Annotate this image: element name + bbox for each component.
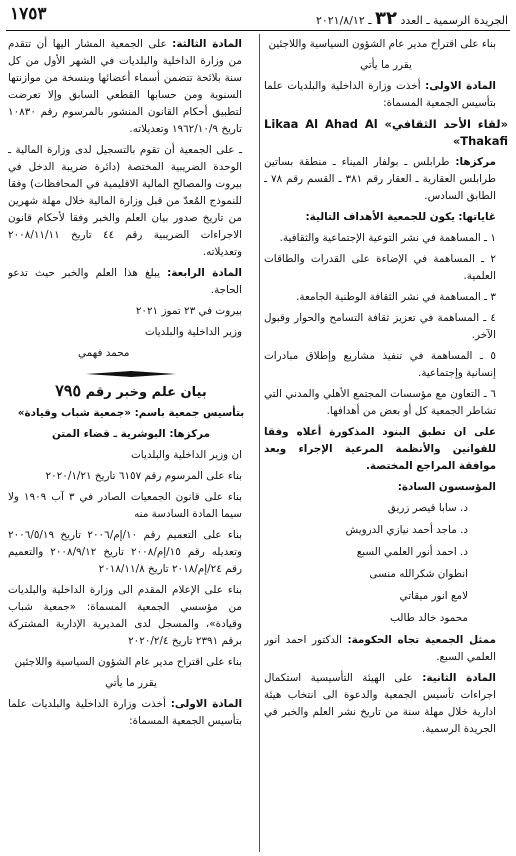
- founder-name: د. احمد أنور العلمي السبع: [356, 546, 468, 558]
- notice-title: [8, 382, 254, 401]
- issue-number: ٣٢: [374, 8, 397, 29]
- article-3-label: المادة الثالثة:: [172, 38, 242, 50]
- notice-number: ٧٩٥: [55, 381, 82, 400]
- goals-label: غاياتها:: [458, 211, 496, 223]
- proposal-text: بناء على اقتراح مدير عام الشؤون السياسية واللاجئين: [268, 38, 496, 50]
- section-separator: [8, 366, 254, 376]
- gazette-title: [316, 8, 508, 29]
- article-1-label: المادة الاولى:: [425, 80, 496, 92]
- issue-date: ـ ٢٠٢١/٨/١٢: [315, 14, 372, 27]
- rep-text: الدكتور احمد انور العلمي السبع.: [264, 634, 496, 663]
- goal-item: ٣ ـ المساهمة في نشر الثقافة الوطنية الجامعة.: [296, 291, 496, 303]
- association-name: «لقاء الأحد الثقافي» Likaa Al Ahad Al Thakafi»: [264, 117, 508, 148]
- page-header: [6, 2, 510, 28]
- goal-item: ٤ ـ المساهمة في تعزيز ثقافة التسامح والحوار وقبول الآخر.: [264, 312, 496, 341]
- notice-title-text: بيان علم وخبر رقم: [85, 385, 207, 400]
- article-2: [264, 670, 508, 738]
- signature-title: وزير الداخلية والبلديات: [144, 326, 242, 338]
- legal-reference: بناء على الإعلام المقدم الى وزارة الداخلية والبلديات من مؤسسي الجمعية المسماة: «جمعية شباب وقيادة»، والمسجل لدى المديرية الإدارية المشتركة برقم ٢٣٩١ تاريخ ٢٠٢٠/٢/٤: [8, 584, 242, 647]
- goals-intro: يكون للجمعية الأهداف التالية:: [305, 211, 456, 223]
- article-1-text: أخذت وزارة الداخلية والبلديات علما بتأسيس الجمعية المسماة:: [264, 80, 496, 109]
- article-1: [264, 78, 508, 112]
- signature-place-date: بيروت في ٢٣ تموز ٢٠٢١: [135, 305, 242, 317]
- tax-registration: ـ على الجمعية أن تقوم بالتسجيل لدى وزارة المالية ـ الوحدة الضريبية المختصة (دائرة ضريبة الدخل في بيروت والمصالح المالية الاقليمية في المحافظات) وفقا للنموذج المُعدّ من قبل وزارة المالية خلال مهلة شهرين من تاريخ صدور بيان العلم والخبر وفقا لأحكام قانون الاجراءات الضريبية رقم ٤٤ تاريخ ٢٠٠٨/١١/١١ وتعديلاته.: [8, 144, 243, 258]
- left-column: [8, 36, 254, 854]
- article-2-label: المادة الثانية:: [422, 672, 496, 684]
- page-number: ١٧٥٣: [10, 4, 47, 24]
- gazette-name: الجريدة الرسمية ـ العدد: [400, 14, 508, 27]
- legal-reference: بناء على المرسوم رقم ٦١٥٧ تاريخ ٢٠٢٠/١/٢١: [45, 470, 242, 482]
- signature-name: محمد فهمي: [78, 347, 130, 359]
- goal-item: ٢ ـ المساهمة في الإضاءة على القدرات والطاقات العلمية.: [264, 253, 496, 282]
- founder-name: محمود خالد طالب: [390, 612, 468, 624]
- founders-label: المؤسسون السادة:: [397, 481, 496, 493]
- condition-text: على ان تطبق البنود المذكورة أعلاه وفقا للقوانين والأنظمة المرعية الإجراء وبعد موافقة المراجع المختصة.: [264, 426, 496, 472]
- legal-reference: بناء على التعميم رقم ١٠/إم/٢٠٠٦ تاريخ ٢٠٠٦/٥/١٩ وتعديله رقم ١٥/إم/٢٠٠٨ تاريخ ٢٠٠٨/٩/١٢ والتعميم رقم ٢٤/إم/٢٠١٨ تاريخ ٢٠١٨/١١/٨: [8, 529, 243, 575]
- founder-name: د. سابا قيصر زريق: [387, 502, 468, 514]
- header-rule: [6, 30, 510, 31]
- notice-headquarters: مركزها: البوشرية ـ قضاء المتن: [51, 428, 211, 440]
- decree-heading: يقرر ما يأتي: [105, 677, 157, 689]
- founder-name: لامع انور ميقاتي: [399, 590, 468, 602]
- article-4-label: المادة الرابعة:: [167, 267, 242, 279]
- article-1-label: المادة الاولى:: [170, 698, 243, 710]
- article-3: [8, 36, 254, 138]
- legal-reference: بناء على قانون الجمعيات الصادر في ٣ آب ١٩٠٩ ولا سيما المادة السادسة منه: [8, 491, 243, 520]
- right-column: [264, 36, 508, 854]
- goal-item: ٥ ـ المساهمة في تنفيذ مشاريع وإطلاق مبادرات إنسانية وإجتماعية.: [264, 350, 496, 379]
- article-2-text: على الهيئة التأسيسية استكمال اجراءات تأسيس الجمعية والدعوة الى انتخاب هيئة ادارية خلال مهلة سنة من تاريخ نشر العلم والخبر في الجريدة الرسمية.: [264, 672, 496, 735]
- rep-label: ممثل الجمعية تجاه الحكومة:: [347, 634, 496, 646]
- legal-reference: بناء على اقتراح مدير عام الشؤون السياسية واللاجئين: [14, 656, 242, 668]
- founder-name: انطوان شكرالله منسى: [369, 568, 468, 580]
- article-4: [8, 265, 254, 299]
- goals-heading: [264, 209, 508, 226]
- article-1-text: أخذت وزارة الداخلية والبلديات علما بتأسيس الجمعية المسماة:: [8, 698, 242, 727]
- tax-text: على الجمعية أن تقوم بالتسجيل لدى وزارة المالية ـ الوحدة الضريبية المختصة (دائرة ضريبة الدخل في بيروت والمصالح المالية الاقليمية في المحافظات) وفقا للنموذج المُعدّ من قبل وزارة المالية خلال مهلة شهرين من تاريخ صدور بيان العلم والخبر وفقا لأحكام قانون الاجراءات الضريبية رقم ٤٤ تاريخ ٢٠٠٨/١١/١١ وتعديلاته.: [8, 144, 243, 258]
- column-divider: [259, 34, 260, 852]
- minister-line: ان وزير الداخلية والبلديات: [131, 449, 242, 461]
- headquarters: [264, 154, 508, 205]
- article-1-second: [8, 696, 254, 730]
- notice-subtitle: بتأسيس جمعية باسم: «جمعية شباب وقيادة»: [17, 407, 245, 419]
- government-representative: [264, 632, 508, 666]
- goal-item: ٦ ـ التعاون مع مؤسسات المجتمع الأهلي والمدني التي تشاطر الجمعية كل أو بعض من أهدافها.: [264, 388, 496, 417]
- goal-item: ١ ـ المساهمة في نشر التوعية الإجتماعية والثقافية.: [279, 232, 496, 244]
- hq-text: طرابلس ـ بولفار الميناء ـ منطقة بساتين طرابلس العقارية ـ العقار رقم ٣٨١ ـ القسم رقم ٧٨ ـ الطابق السادس.: [264, 156, 496, 202]
- article-4-text: يبلغ هذا العلم والخبر حيث تدعو الحاجة.: [8, 267, 242, 296]
- founder-name: د. ماجد أحمد نيازي الدرويش: [345, 524, 468, 536]
- article-3-text: على الجمعية المشار اليها أن تتقدم من وزارة الداخلية والبلديات في الشهر الأول من كل سنة بلائحة تتضمن أسماء أعضائها وبنسخة من موازنتها السنوية ومن حسابها القطعي السابق وإلا تعرضت لتطبيق أحكام القانون المنشور بالمرسوم رقم ١٠٨٣٠ تاريخ ١٩٦٢/١٠/٩ وتعديلاته.: [8, 38, 242, 135]
- hq-label: مركزها:: [455, 156, 496, 168]
- decree-heading: يقرر ما يأتي: [360, 59, 412, 71]
